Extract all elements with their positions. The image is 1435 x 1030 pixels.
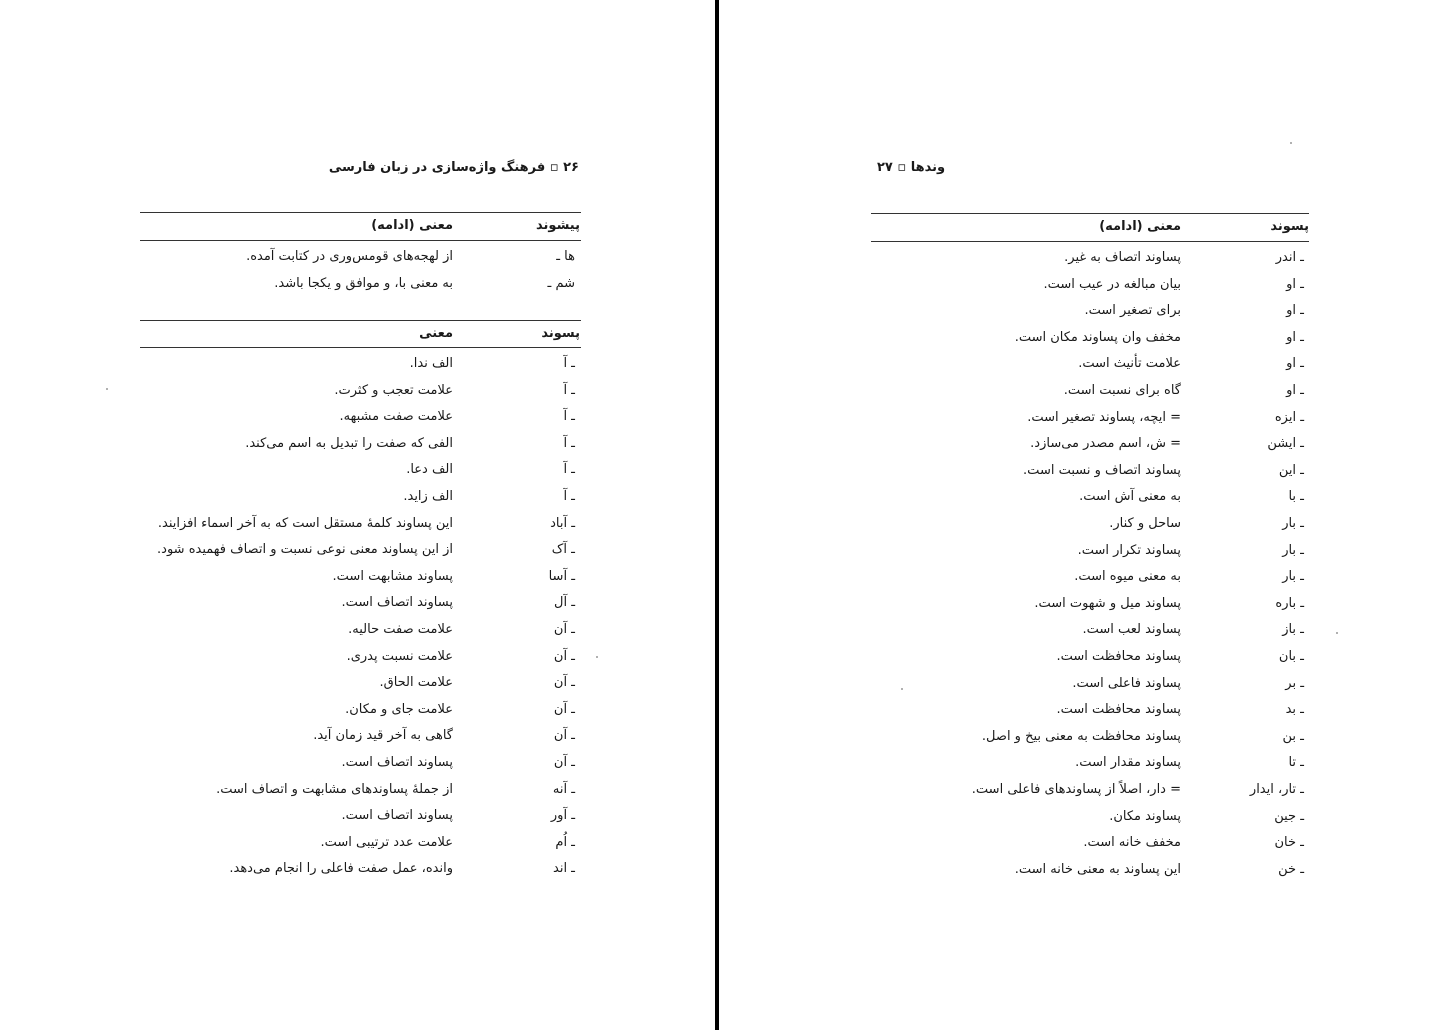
table-row <box>719 276 1435 302</box>
table-row <box>0 860 715 886</box>
table-row <box>719 808 1435 834</box>
affix-cell: ـ ایشن <box>1267 436 1304 452</box>
meaning-cell: پساوند محافظت به معنی بیخ و اصل. <box>981 728 1181 744</box>
affix-cell: ـ او <box>1286 383 1304 398</box>
meaning-cell: علامت تعجب و کثرت. <box>334 382 453 398</box>
meaning-cell: علامت تأنیث است. <box>1078 356 1181 372</box>
prefix-header-affix: پیشوند <box>536 218 580 233</box>
table-row <box>0 515 715 541</box>
table-row <box>719 409 1435 435</box>
table-row <box>719 435 1435 461</box>
meaning-cell: پساوند فاعلی است. <box>1072 675 1181 691</box>
affix-cell: ـ او <box>1286 329 1304 345</box>
affix-cell: ـ خن <box>1278 861 1304 877</box>
affix-cell: ـ بد <box>1285 702 1304 718</box>
affix-cell: ـ آ <box>563 409 575 425</box>
affix-cell: ـ او <box>1286 276 1304 292</box>
suffix-header-meaning: معنی <box>419 326 453 341</box>
meaning-cell: پساوند محافظت است. <box>1056 702 1181 718</box>
left-page <box>0 0 715 1030</box>
affix-cell: ـ بر <box>1285 675 1304 691</box>
meaning-cell: مخفف خانه است. <box>1083 835 1181 851</box>
affix-cell: ـ آن <box>553 728 575 744</box>
affix-cell: ـ آ <box>563 435 575 451</box>
meaning-cell: از لهجه‌های قومس‌وری در کتابت آمده. <box>246 249 453 264</box>
meaning-cell: پساوند اتصاف است. <box>341 595 453 611</box>
table-row <box>719 568 1435 594</box>
meaning-cell: به معنی میوه است. <box>1074 569 1181 585</box>
affix-cell: ـ آن <box>553 701 575 717</box>
meaning-cell: ساحل و کنار. <box>1109 516 1181 531</box>
table-row <box>0 648 715 674</box>
table-row <box>719 621 1435 647</box>
table-row <box>0 408 715 434</box>
table-row <box>0 355 715 381</box>
meaning-cell: از این پساوند معنی نوعی نسبت و اتصاف فهمیده شود. <box>157 542 453 558</box>
scan-speck <box>1290 142 1292 144</box>
meaning-cell: پساوند مشابهت است. <box>332 568 453 584</box>
table-header-rule <box>140 347 581 348</box>
affix-cell: ـ او <box>1286 303 1304 319</box>
table-row <box>719 728 1435 754</box>
table-top-rule <box>871 213 1309 214</box>
table-row <box>0 727 715 753</box>
affix-cell: ـ اندر <box>1275 250 1304 265</box>
affix-cell: ـ باز <box>1282 622 1304 638</box>
table-row <box>0 488 715 514</box>
affix-cell: ـ آ <box>563 382 575 398</box>
meaning-cell: علامت عدد ترتیبی است. <box>320 834 453 850</box>
meaning-cell: علامت الحاق. <box>379 675 453 691</box>
meaning-cell: علامت نسبت پدری. <box>346 648 453 664</box>
table-row <box>719 542 1435 568</box>
table-row <box>719 595 1435 621</box>
meaning-cell: برای تصغیر است. <box>1084 303 1181 319</box>
table-row <box>0 754 715 780</box>
table-row <box>719 701 1435 727</box>
meaning-cell: الف ندا. <box>409 356 453 371</box>
table-row <box>719 355 1435 381</box>
table-row <box>0 275 715 301</box>
scan-speck <box>901 688 903 690</box>
table-row <box>0 807 715 833</box>
running-head-left: ۲۶ ▫ فرهنگ واژه‌سازی در زبان فارسی <box>328 160 579 175</box>
affix-cell: ـ اند <box>553 861 575 877</box>
affix-cell: ـ آباد <box>550 515 575 531</box>
meaning-cell: = ایچه، پساوند تصغیر است. <box>1027 409 1181 425</box>
table-row <box>719 515 1435 541</box>
table-row <box>719 648 1435 674</box>
affix-cell: ـ جین <box>1274 808 1304 824</box>
table-row <box>719 382 1435 408</box>
affix-cell: ـ آ <box>563 462 575 478</box>
suffix-header-affix: پسوند <box>541 326 580 341</box>
meaning-cell: این پساوند به معنی خانه است. <box>1014 861 1181 877</box>
suffix-header-affix: پسوند <box>1270 219 1309 234</box>
right-page <box>719 0 1435 1030</box>
table-row <box>0 701 715 727</box>
affix-cell: ـ بان <box>1278 649 1304 664</box>
meaning-cell: پساوند مقدار است. <box>1075 755 1181 771</box>
meaning-cell: وانده، عمل صفت فاعلی را انجام می‌دهد. <box>229 861 453 877</box>
meaning-cell: علامت صفت مشبهه. <box>339 409 453 425</box>
table-row <box>0 461 715 487</box>
affix-cell: ـ آن <box>553 675 575 691</box>
table-row <box>719 781 1435 807</box>
affix-cell: ـ ایزه <box>1274 409 1304 425</box>
affix-cell: ـ آل <box>554 595 575 611</box>
meaning-cell: پساوند مکان. <box>1109 808 1181 824</box>
table-row <box>719 861 1435 887</box>
meaning-cell: پساوند اتصاف است. <box>341 808 453 824</box>
table-row <box>0 834 715 860</box>
table-row <box>719 462 1435 488</box>
table-row <box>719 488 1435 514</box>
affix-cell: ـ آن <box>553 755 575 770</box>
affix-cell: ـ باره <box>1275 595 1304 611</box>
affix-cell: ـ آسا <box>548 568 575 584</box>
table-row <box>0 781 715 807</box>
affix-cell: ـ تا <box>1288 755 1304 771</box>
table-row <box>719 329 1435 355</box>
meaning-cell: پساوند اتصاف است. <box>341 755 453 770</box>
affix-cell: ـ آک <box>551 542 575 558</box>
meaning-cell: پساوند محافظت است. <box>1056 649 1181 664</box>
affix-cell: ـ تار، ایدار <box>1249 782 1304 797</box>
meaning-cell: به معنی آش است. <box>1079 489 1181 505</box>
meaning-cell: الفی که صفت را تبدیل به اسم می‌کند. <box>245 435 453 451</box>
prefix-header-meaning: معنی (ادامه) <box>371 218 453 233</box>
running-head-right: وندها ▫ ۲۷ <box>877 160 946 175</box>
table-row <box>0 568 715 594</box>
meaning-cell: الف زاید. <box>403 489 453 504</box>
table-top-rule <box>140 212 581 213</box>
affix-cell: ـ بار <box>1282 569 1304 585</box>
table-row <box>0 248 715 274</box>
meaning-cell: = ش، اسم مصدر می‌سازد. <box>1030 436 1181 452</box>
meaning-cell: الف دعا. <box>406 462 453 478</box>
table-row <box>719 754 1435 780</box>
table-header-rule <box>140 240 581 241</box>
meaning-cell: پساوند لعب است. <box>1082 622 1181 638</box>
table-row <box>0 382 715 408</box>
meaning-cell: = دار، اصلاً از پساوندهای فاعلی است. <box>971 782 1181 797</box>
table-row <box>719 249 1435 275</box>
meaning-cell: پساوند میل و شهوت است. <box>1034 595 1181 611</box>
affix-cell: ـ آ <box>563 489 575 504</box>
meaning-cell: به معنی با، و موافق و یکجا باشد. <box>274 275 453 291</box>
affix-cell: ـ بن <box>1282 728 1304 744</box>
table-row <box>0 621 715 647</box>
scan-speck <box>596 656 598 658</box>
affix-cell: ـ آنه <box>552 781 575 797</box>
suffix-header-meaning: معنی (ادامه) <box>1099 219 1181 234</box>
scan-speck <box>1336 632 1338 634</box>
table-row <box>0 594 715 620</box>
affix-cell: ـ او <box>1286 356 1304 372</box>
meaning-cell: از جملهٔ پساوندهای مشابهت و اتصاف است. <box>216 781 453 797</box>
meaning-cell: مخفف وان پساوند مکان است. <box>1014 329 1181 345</box>
meaning-cell: علامت جای و مکان. <box>345 701 453 717</box>
meaning-cell: گاهی به آخر قید زمان آید. <box>313 728 453 744</box>
affix-cell: ـ آن <box>553 622 575 637</box>
affix-cell: ـ با <box>1288 489 1304 505</box>
affix-cell: ـ اُم <box>555 834 575 850</box>
affix-cell: ـ آور <box>550 808 575 824</box>
affix-cell: ها ـ <box>556 249 575 264</box>
affix-cell: شم ـ <box>547 275 575 291</box>
affix-cell: ـ خان <box>1274 835 1304 851</box>
table-header-rule <box>871 241 1309 242</box>
meaning-cell: بیان مبالغه در عیب است. <box>1043 276 1181 292</box>
table-row <box>719 834 1435 860</box>
meaning-cell: پساوند تکرار است. <box>1077 542 1181 558</box>
affix-cell: ـ این <box>1278 462 1304 478</box>
meaning-cell: گاه برای نسبت است. <box>1063 383 1181 398</box>
affix-cell: ـ آن <box>553 648 575 664</box>
affix-cell: ـ آ <box>563 356 575 371</box>
table-row <box>0 674 715 700</box>
meaning-cell: این پساوند کلمهٔ مستقل است که به آخر اسماء افزایند. <box>157 515 453 531</box>
scan-speck <box>106 388 108 390</box>
meaning-cell: علامت صفت حالیه. <box>348 622 453 637</box>
table-row <box>719 302 1435 328</box>
table-row <box>719 675 1435 701</box>
meaning-cell: پساوند اتصاف و نسبت است. <box>1023 462 1181 478</box>
affix-cell: ـ بار <box>1282 542 1304 558</box>
table-top-rule <box>140 320 581 321</box>
table-row <box>0 435 715 461</box>
table-row <box>0 541 715 567</box>
meaning-cell: پساوند اتصاف به غیر. <box>1064 250 1181 265</box>
affix-cell: ـ بار <box>1282 516 1304 531</box>
